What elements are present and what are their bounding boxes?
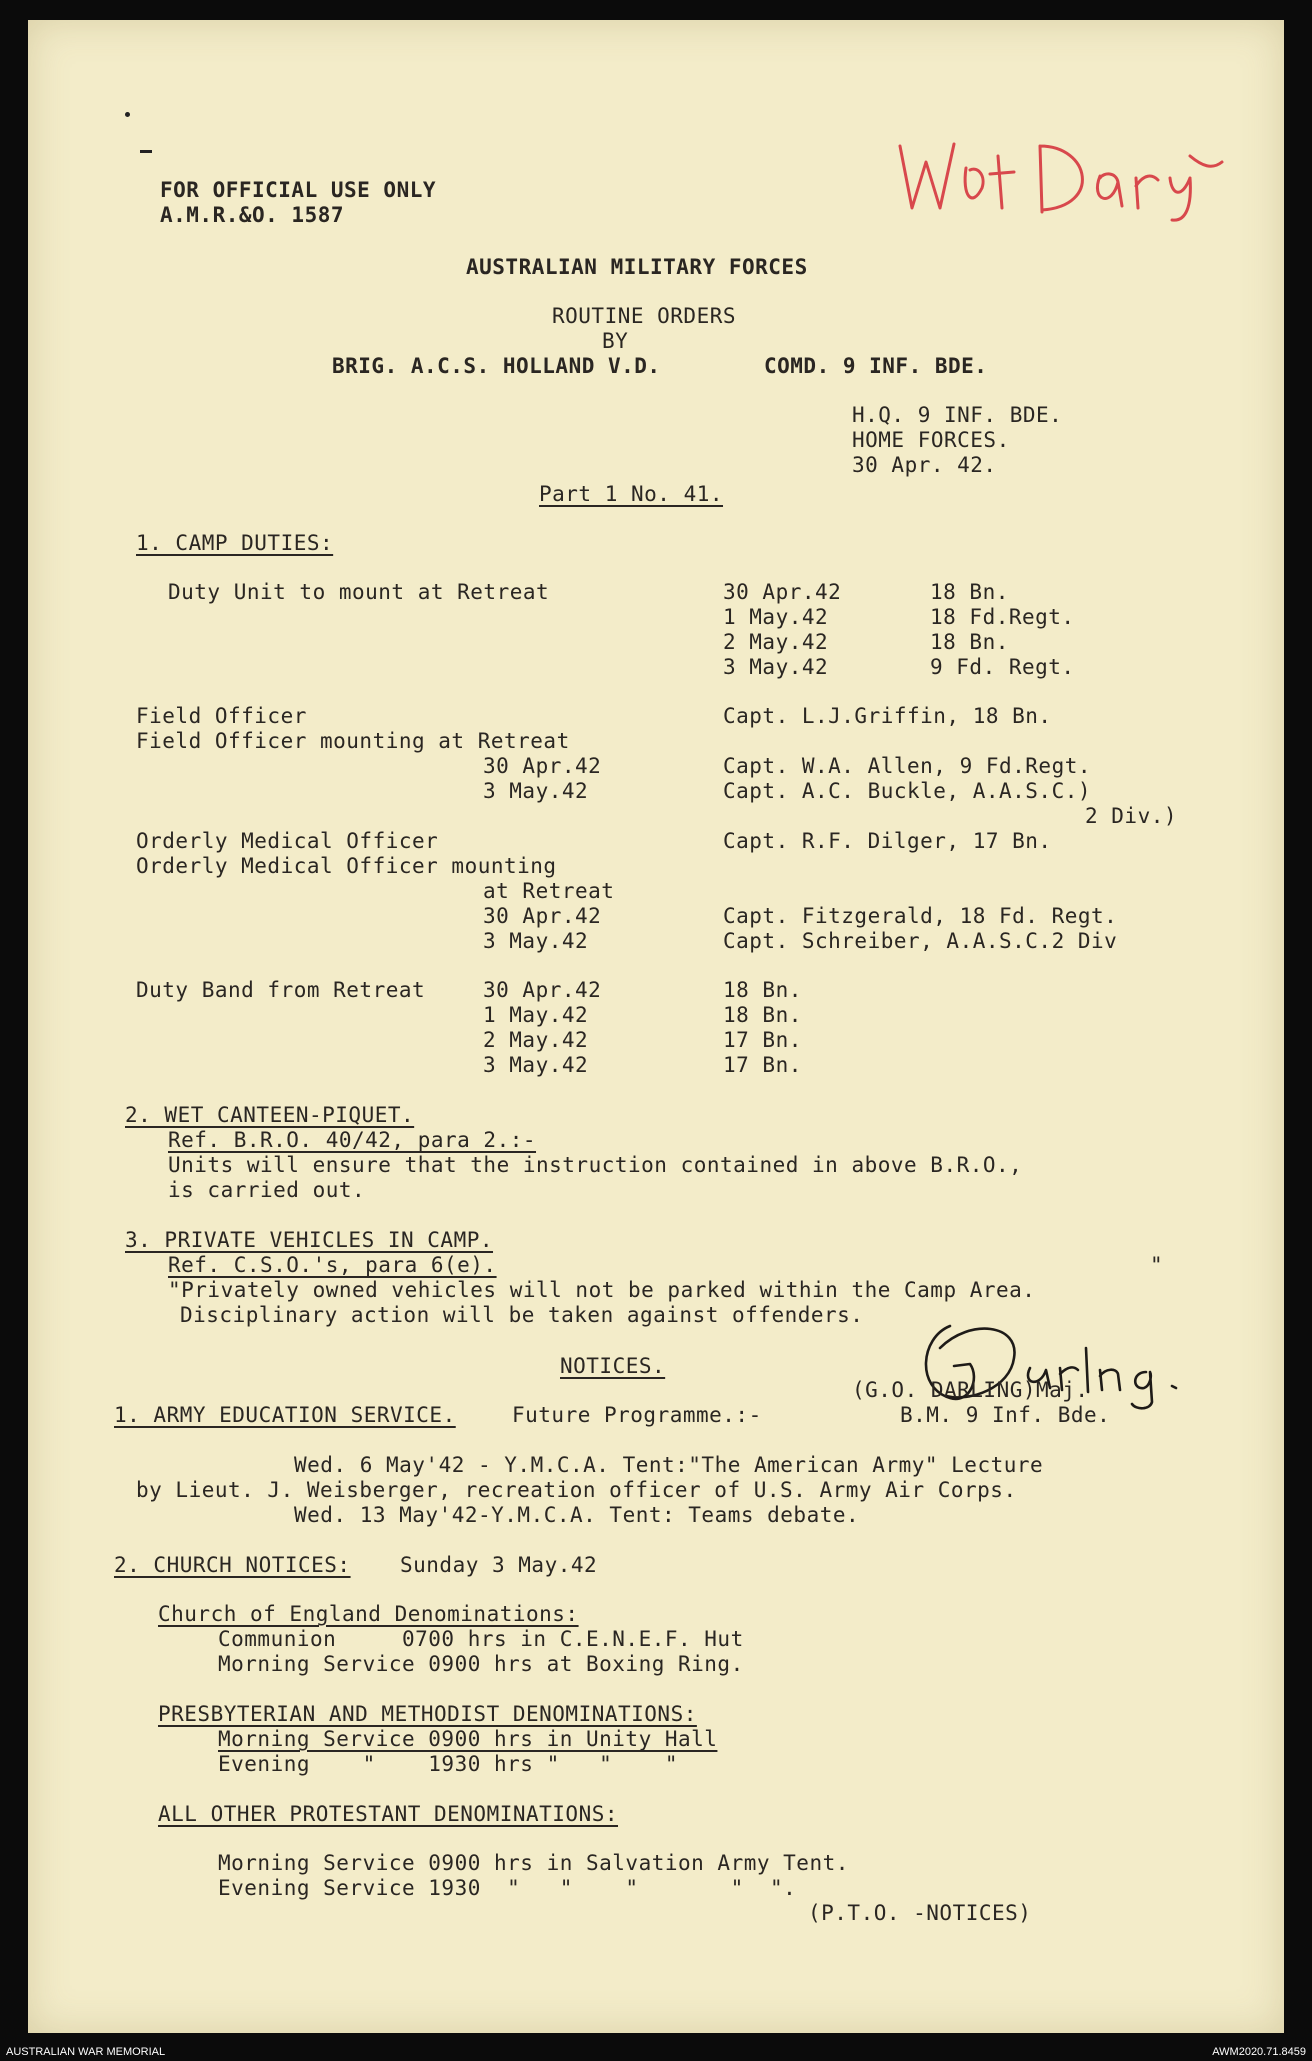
duty-unit-label: Duty Unit to mount at Retreat	[168, 580, 550, 604]
canteen-line-1: Units will ensure that the instruction contained in above B.R.O.,	[168, 1153, 1023, 1177]
education-heading: 1. ARMY EDUCATION SERVICE.	[114, 1403, 456, 1427]
fo-mount-date: 30 Apr.42	[483, 754, 602, 778]
omo-mount-date: 30 Apr.42	[483, 904, 602, 928]
omo-mount-date: 3 May.42	[483, 929, 589, 953]
op-heading: ALL OTHER PROTESTANT DENOMINATIONS:	[158, 1802, 619, 1826]
footer-archive-name: AUSTRALIAN WAR MEMORIAL	[6, 2046, 166, 2058]
canteen-ref: Ref. B.R.O. 40/42, para 2.:-	[168, 1128, 537, 1152]
omo-mount-officer: Capt. Fitzgerald, 18 Fd. Regt.	[723, 904, 1118, 928]
footer-accession-number: AWM2020.71.8459	[1212, 2046, 1306, 2058]
band-label: Duty Band from Retreat	[136, 978, 426, 1002]
omo: Capt. R.F. Dilger, 17 Bn.	[723, 829, 1052, 853]
title-by: BY	[602, 329, 629, 353]
hq-line-2: HOME FORCES.	[852, 428, 1010, 452]
organisation: AUSTRALIAN MILITARY FORCES	[466, 255, 808, 279]
fo-mount-label: Field Officer mounting at Retreat	[136, 729, 570, 753]
duty-unit-date: 30 Apr.42	[723, 580, 842, 604]
op-line-2: Evening Service 1930 " " " " ".	[218, 1876, 797, 1900]
band-date: 2 May.42	[483, 1028, 589, 1052]
pm-line-2: Evening " 1930 hrs " " "	[218, 1752, 679, 1776]
vehicles-quote-mark: "	[1150, 1253, 1164, 1277]
field-officer: Capt. L.J.Griffin, 18 Bn.	[723, 704, 1052, 728]
fo-mount-date: 3 May.42	[483, 779, 589, 803]
band-date: 30 Apr.42	[483, 978, 602, 1002]
pto-note: (P.T.O. -NOTICES)	[808, 1901, 1032, 1925]
band-unit: 18 Bn.	[723, 1003, 802, 1027]
duty-unit-date: 3 May.42	[723, 655, 829, 679]
war-diary-annotation	[890, 116, 1230, 226]
canteen-heading: 2. WET CANTEEN-PIQUET.	[125, 1103, 415, 1127]
band-date: 3 May.42	[483, 1053, 589, 1077]
church-heading-tail: Sunday 3 May.42	[400, 1553, 598, 1577]
duty-unit-date: 1 May.42	[723, 605, 829, 629]
education-heading-tail: Future Programme.:-	[512, 1403, 762, 1427]
duty-unit-date: 2 May.42	[723, 630, 829, 654]
hq-line-1: H.Q. 9 INF. BDE.	[852, 403, 1063, 427]
education-line-1: Wed. 6 May'42 - Y.M.C.A. Tent:"The American Army" Lecture	[294, 1453, 1044, 1477]
command: COMD. 9 INF. BDE.	[764, 354, 988, 378]
omo-mount-label-2: at Retreat	[483, 879, 615, 903]
duty-unit-name: 9 Fd. Regt.	[930, 655, 1075, 679]
band-unit: 17 Bn.	[723, 1028, 802, 1052]
ink-speck	[125, 112, 130, 117]
order-date: 30 Apr. 42.	[852, 453, 997, 477]
vehicles-line-1: "Privately owned vehicles will not be parked within the Camp Area.	[168, 1278, 1036, 1302]
commander: BRIG. A.C.S. HOLLAND V.D.	[332, 354, 661, 378]
classification: FOR OFFICIAL USE ONLY	[160, 178, 437, 202]
pm-line-1: Morning Service 0900 hrs in Unity Hall	[218, 1727, 718, 1751]
pm-heading: PRESBYTERIAN AND METHODIST DENOMINATIONS:	[158, 1702, 697, 1726]
fo-mount-cont: 2 Div.)	[1085, 804, 1178, 828]
op-line-1: Morning Service 0900 hrs in Salvation Army Tent.	[218, 1851, 849, 1875]
document-page	[28, 20, 1284, 2033]
notices-heading: NOTICES.	[560, 1354, 666, 1378]
field-officer-label: Field Officer	[136, 704, 307, 728]
signatory-name: (G.O. DARLING)Maj.	[852, 1378, 1089, 1402]
vehicles-ref: Ref. C.S.O.'s, para 6(e).	[168, 1253, 497, 1277]
coe-line-1: Communion 0700 hrs in C.E.N.E.F. Hut	[218, 1627, 744, 1651]
vehicles-heading: 3. PRIVATE VEHICLES IN CAMP.	[125, 1228, 494, 1252]
duty-unit-name: 18 Fd.Regt.	[930, 605, 1075, 629]
reference-number: A.M.R.&O. 1587	[160, 203, 345, 227]
document-title: ROUTINE ORDERS	[552, 304, 737, 328]
church-heading: 2. CHURCH NOTICES:	[114, 1553, 351, 1577]
part-number: Part 1 No. 41.	[539, 482, 724, 506]
canteen-line-2: is carried out.	[168, 1178, 366, 1202]
omo-mount-officer: Capt. Schreiber, A.A.S.C.2 Div	[723, 929, 1118, 953]
ink-dash	[140, 150, 152, 153]
camp-duties-heading: 1. CAMP DUTIES:	[136, 531, 334, 555]
coe-heading: Church of England Denominations:	[158, 1602, 579, 1626]
fo-mount-officer: Capt. W.A. Allen, 9 Fd.Regt.	[723, 754, 1092, 778]
omo-label: Orderly Medical Officer	[136, 829, 439, 853]
duty-unit-name: 18 Bn.	[930, 630, 1009, 654]
band-date: 1 May.42	[483, 1003, 589, 1027]
vehicles-line-2: Disciplinary action will be taken against offenders.	[180, 1303, 864, 1327]
education-line-2: by Lieut. J. Weisberger, recreation officer of U.S. Army Air Corps.	[136, 1478, 1017, 1502]
fo-mount-officer: Capt. A.C. Buckle, A.A.S.C.)	[723, 779, 1092, 803]
education-line-3: Wed. 13 May'42-Y.M.C.A. Tent: Teams debate.	[294, 1503, 860, 1527]
band-unit: 18 Bn.	[723, 978, 802, 1002]
coe-line-2: Morning Service 0900 hrs at Boxing Ring.	[218, 1652, 744, 1676]
duty-unit-name: 18 Bn.	[930, 580, 1009, 604]
band-unit: 17 Bn.	[723, 1053, 802, 1077]
signatory-appointment: B.M. 9 Inf. Bde.	[900, 1403, 1111, 1427]
omo-mount-label-1: Orderly Medical Officer mounting	[136, 854, 557, 878]
